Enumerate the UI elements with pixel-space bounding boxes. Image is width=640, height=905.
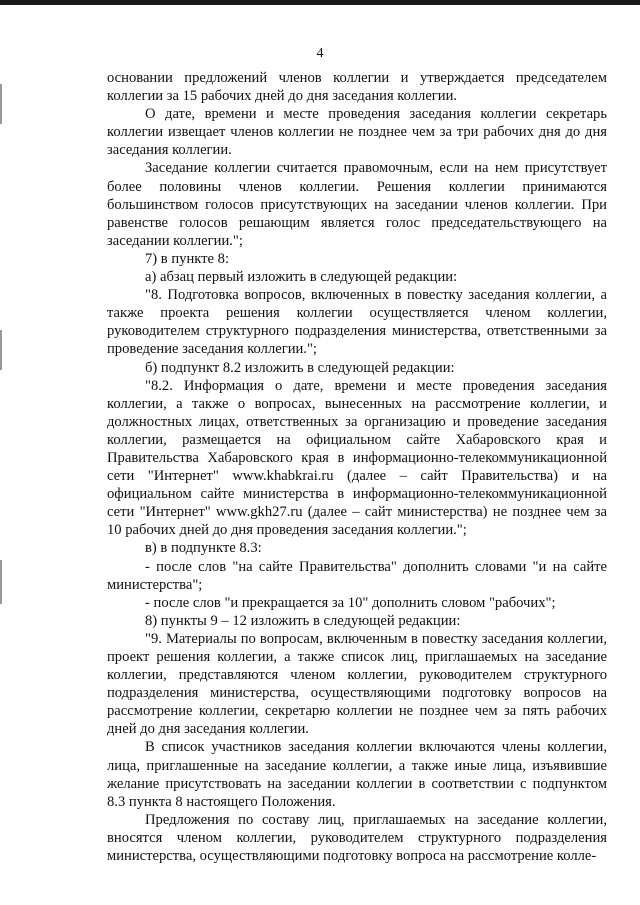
paragraph: О дате, времени и месте проведения заседания коллегии секретарь коллегии извещает членов коллегии не позднее чем за три рабочих дня до дня заседания коллегии. [107, 106, 607, 159]
paragraph: 8) пункты 9 – 12 изложить в следующей редакции: [145, 612, 461, 629]
paragraph: - после слов "и прекращается за 10" дополнить словом "рабочих"; [145, 594, 556, 611]
paragraph: Заседание коллегии считается правомочным, если на нем присутствует более половины членов коллегии. Решения коллегии принимаются большинством голосов присутствующих на заседании членов коллегии. При равенстве голосов решающим является голос председательствующего на заседании коллегии."; [107, 160, 607, 249]
paragraph: б) подпункт 8.2 изложить в следующей редакции: [145, 359, 455, 376]
scan-left-edge-mark [0, 84, 2, 124]
paragraph: Предложения по составу лиц, приглашаемых на заседание коллегии, вносятся членом коллегии, руководителем структурного подразделения министерства, осуществляющими подготовку вопроса на рассмотрение колле- [107, 811, 607, 865]
paragraph: В список участников заседания коллегии включаются члены коллегии, лица, приглашенные на заседание коллегии, а также иные лица, изъявившие желание присутствовать на заседании коллегии в соответствии с подпунктом 8.3 пункта 8 настоящего Положения. [107, 739, 607, 810]
paragraph: а) абзац первый изложить в следующей редакции: [145, 269, 458, 286]
scan-left-edge-mark [0, 560, 2, 604]
paragraph: 7) в пункте 8: [145, 250, 230, 267]
scan-top-edge [0, 0, 640, 5]
scan-left-edge-mark [0, 330, 2, 370]
paragraph: в) в подпункте 8.3: [145, 540, 262, 557]
paragraph: "8.2. Информация о дате, времени и месте проведения заседания коллегии, а также о вопросах, вынесенных на рассмотрение коллегии, и должностных лицах, ответственных за организацию и проведение заседания коллегии, размещается на официальном сайте Хабаровского края и Правительства Хабаровского края в информационно-телекоммуникационной сети "Интернет" www.khabkrai.ru (далее – сайт Правительства) и на официальном сайте министерства в информационно-телекоммуникационной сети "Интернет" www.gkh27.ru (далее – сайт министерства) не позднее чем за 10 рабочих дней до дня проведения заседания коллегии."; [107, 377, 607, 539]
paragraph: основании предложений членов коллегии и утверждается председателем коллегии за 15 рабочих дней до дня заседания коллегии. [107, 70, 607, 105]
paragraph: "9. Материалы по вопросам, включенным в повестку заседания коллегии, проект решения коллегии, а также список лиц, приглашаемых на заседание коллегии, представляются членом коллегии, руководителем структурного подразделения министерства, осуществляющими подготовку вопросов на рассмотрение коллегии, секретарю коллегии не позднее чем за пять рабочих дней до дня заседания коллегии. [107, 630, 607, 738]
document-body [107, 69, 607, 865]
page-number: 4 [316, 46, 324, 61]
paragraph: "8. Подготовка вопросов, включенных в повестку заседания коллегии, а также проекта решения коллегии осуществляется членом коллегии, руководителем структурного подразделения министерства, ответственными за проведение заседания коллегии."; [107, 287, 607, 358]
paragraph: - после слов "на сайте Правительства" дополнить словами "и на сайте министерства"; [107, 558, 607, 593]
